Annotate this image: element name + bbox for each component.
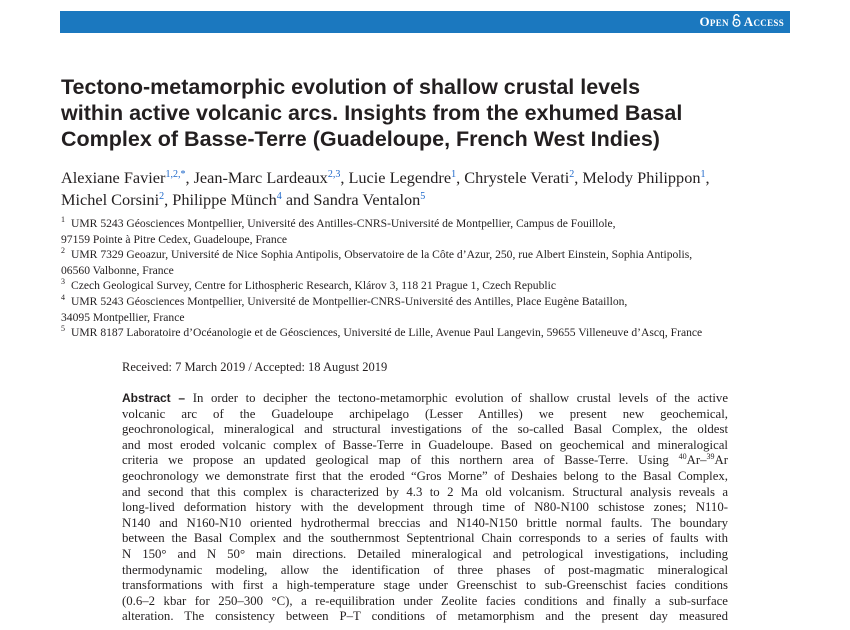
affiliation-ref[interactable]: 2	[569, 169, 575, 180]
author-name: Melody Philippon	[582, 168, 701, 187]
article-title	[61, 74, 801, 152]
open-access-text	[699, 14, 784, 29]
author-separator: ,	[185, 168, 194, 187]
affiliation	[61, 247, 801, 278]
affiliation-text: UMR 5243 Géosciences Montpellier, Université des Antilles-CNRS-Université de Montpellier, Campus de Fouillole,	[71, 217, 616, 230]
title-line: within active volcanic arcs. Insights from the exhumed Basal	[61, 101, 683, 125]
affiliation-ref[interactable]: 4	[276, 191, 282, 202]
affiliation-text: UMR 8187 Laboratoire d’Océanologie et de Géosciences, Université de Lille, Avenue Paul Langevin, 59655 Villeneuve d’Ascq, France	[71, 326, 703, 340]
abstract-text: Ar–	[686, 453, 707, 468]
open-access-word: Access	[743, 14, 784, 29]
abstract-text: Ar	[714, 453, 728, 468]
affiliation-ref[interactable]: 1,2,*	[165, 169, 186, 180]
author-name: Philippe Münch	[172, 190, 277, 209]
abstract-text: criteria we propose an updated geological map of this northern area of Basse-Terre. Using	[122, 453, 679, 468]
author-separator: and	[281, 190, 314, 209]
affiliation-number: 4	[61, 292, 65, 302]
abstract-heading: Abstract –	[122, 391, 186, 405]
affiliation-text: 06560 Valbonne, France	[61, 263, 174, 277]
abstract-line: and most eroded volcanic complex of Basse-Terre in Guadeloupe. Based on geochemical and mineralogical	[122, 437, 728, 452]
affiliation	[61, 294, 801, 325]
affiliation-list	[61, 216, 801, 341]
author-separator: ,	[456, 168, 465, 187]
affiliation-ref[interactable]: 1	[451, 169, 457, 180]
affiliation-text: UMR 5243 Géosciences Montpellier, Université de Montpellier-CNRS-Université des Antilles, Place Eugène Bataillon,	[71, 294, 628, 308]
affiliation-number: 2	[61, 246, 65, 256]
author-name: Lucie Legendre	[348, 168, 452, 187]
open-access-banner	[60, 11, 790, 33]
author-list	[61, 167, 801, 211]
affiliation-text: UMR 7329 Geoazur, Université de Nice Sophia Antipolis, Observatoire de la Côte d’Azur, 250, rue Albert Einstein, Sophia Antipolis,	[71, 248, 693, 262]
open-access-label	[699, 14, 784, 31]
author-name: Sandra Ventalon	[313, 190, 421, 209]
abstract-line: N140 and N160-N10 oriented hydrothermal breccias and N140-N150 brittle normal faults. The boundary	[122, 515, 728, 530]
received-dates: Received: 7 March 2019 / Accepted: 18 August 2019	[122, 360, 388, 374]
author-name: Alexiane Favier	[61, 168, 166, 187]
affiliation-number: 3	[61, 277, 65, 287]
affiliation-text: 97159 Pointe à Pitre Cedex, Guadeloupe, France	[61, 232, 288, 246]
title-line: Complex of Basse-Terre (Guadeloupe, French West Indies)	[61, 127, 660, 151]
author-name: Jean-Marc Lardeaux	[193, 168, 328, 187]
abstract-line: thermodynamic modeling, allow the identification of three phases of post-magmatic mineralogical	[122, 562, 728, 577]
author-line-1	[61, 167, 801, 189]
abstract-line	[122, 453, 728, 469]
abstract-line: alteration. The consistency between P–T conditions of metamorphism and the present day measured	[122, 609, 728, 624]
abstract-line: transformations with first a high-temperature stage under Greenschist to sub-Greenschist facies conditions	[122, 578, 728, 593]
abstract-line: (0.6–2 kbar for 250–300 °C), a re-equilibration under Zeolite facies conditions and finally a sub-surface	[122, 593, 728, 608]
abstract-line: and second that this complex is characterized by 4.3 to 2 Ma old volcanism. Structural analysis reveals a	[122, 484, 728, 499]
affiliation	[61, 216, 801, 247]
author-separator: ,	[164, 190, 173, 209]
affiliation-ref[interactable]: 2	[159, 191, 165, 202]
affiliation-ref[interactable]: 5	[420, 191, 426, 202]
author-name: Chrystele Verati	[464, 168, 570, 187]
abstract	[122, 391, 728, 625]
affiliation-text: 34095 Montpellier, France	[61, 310, 185, 324]
abstract-line: N 150° and N 50° main directions. Detailed mineralogical and petrological investigations, including	[122, 546, 728, 561]
author-name: Michel Corsini	[61, 190, 160, 209]
abstract-text: In order to decipher the tectono-metamorphic evolution of shallow crustal levels of the active	[192, 391, 729, 405]
affiliation-number: 5	[61, 324, 65, 334]
author-line-2	[61, 189, 801, 211]
affiliation-number: 1	[61, 215, 65, 224]
affiliation	[61, 325, 801, 341]
abstract-line: geochronology we demonstrate first that the eroded “Gros Morne” of Deshaies belong to the Basal Complex,	[122, 468, 728, 483]
affiliation-text: Czech Geological Survey, Centre for Lithospheric Research, Klárov 3, 118 21 Prague 1, Czech Republic	[71, 279, 556, 293]
open-access-word: Open	[699, 14, 729, 29]
author-separator: ,	[705, 168, 710, 187]
affiliation-ref[interactable]: 1	[700, 169, 706, 180]
abstract-line: geochronological, mineralogical and structural investigations of the so-called Basal Complex, the oldest	[122, 422, 728, 437]
abstract-line	[122, 391, 728, 407]
abstract-line: volcanic arc of the Guadeloupe archipelago (Lesser Antilles) we present new geochemical,	[122, 406, 728, 421]
affiliation	[61, 278, 801, 294]
affiliation-ref[interactable]: 2,3	[327, 169, 341, 180]
title-line: Tectono-metamorphic evolution of shallow crustal levels	[61, 75, 641, 99]
abstract-line: long-lived deformation history with the development through time of N80-N100 schistose zones; N110-	[122, 500, 728, 515]
isotope-superscript: 40	[678, 452, 687, 462]
isotope-superscript: 39	[706, 452, 715, 462]
abstract-line: between the Basal Complex and the southernmost Septentrional Chain corresponds to a series of faults with	[122, 531, 728, 546]
author-separator: ,	[340, 168, 349, 187]
author-separator: ,	[574, 168, 583, 187]
open-lock-icon	[732, 14, 741, 31]
